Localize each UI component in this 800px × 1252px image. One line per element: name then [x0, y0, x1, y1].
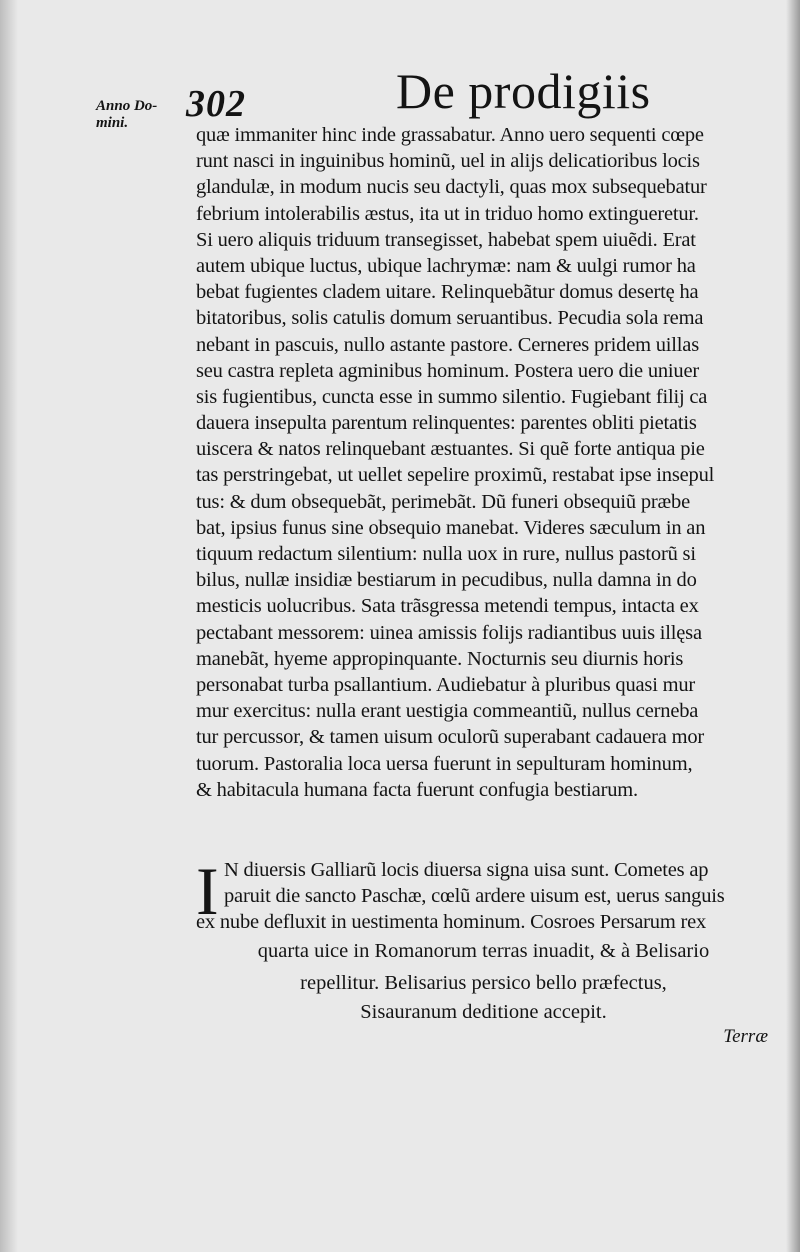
text-line: tas perstringebat, ut uellet sepelire proximũ, restabat ipse insepul: [196, 464, 715, 487]
page-number: 302: [186, 83, 246, 125]
text-line: autem ubique luctus, ubique lachrymæ: nam & uulgi rumor ha: [196, 254, 696, 277]
text-line: manebãt, hyeme appropinquante. Nocturnis seu diurnis horis: [196, 647, 684, 670]
text-line: glandulæ, in modum nucis seu dactyli, quas mox subsequebatur: [196, 176, 707, 199]
text-line: seu castra repleta agminibus hominum. Postera uero die uniuer: [196, 359, 700, 382]
text-line: tus: & dum obsequebãt, perimebãt. Dũ funeri obsequiũ præbe: [196, 490, 690, 513]
text-line: mur exercitus: nulla erant uestigia commeantiũ, nullus cerneba: [196, 700, 699, 723]
text-line: tuorum. Pastoralia loca uersa fuerunt in sepulturam hominum,: [196, 752, 693, 775]
text-line: uiscera & natos relinquebant æstuantes. Si quẽ forte antiqua pie: [196, 438, 705, 461]
text-line: tur percussor, & tamen uisum oculorũ superabant cadauera mor: [196, 726, 705, 749]
text-line: bebat fugientes cladem uitare. Relinquebãtur domus desertę ha: [196, 281, 699, 304]
text-line: mesticis uolucribus. Sata trãsgressa metendi tempus, intacta ex: [196, 595, 699, 618]
body-paragraph: [196, 122, 766, 803]
text-line: bat, ipsius funus sine obsequio manebat. Videres sæculum in an: [196, 516, 706, 539]
margin-note-line: Anno Do-: [96, 98, 158, 114]
catchword: Terræ: [723, 1026, 768, 1047]
text-line: febrium intolerabilis æstus, ita ut in triduo homo extingueretur.: [196, 202, 699, 225]
text-line: dauera insepulta parentum relinquentes: parentes obliti pietatis: [196, 412, 697, 435]
margin-note-line: mini.: [96, 115, 129, 131]
text-line: quæ immaniter hinc inde grassabatur. Anno uero sequenti cœpe: [196, 124, 704, 146]
text-line: nebant in pascuis, nullo astante pastore. Cerneres pridem uillas: [196, 333, 699, 356]
text-line: & habitacula humana facta fuerunt confugia bestiarum.: [196, 778, 638, 801]
text-line: paruit die sancto Paschæ, cœlũ ardere uisum est, uerus sanguis: [224, 885, 725, 908]
centered-line: repellitur. Belisarius persico bello præfectus,: [300, 972, 667, 994]
running-title: De prodigiis: [396, 63, 651, 119]
text-line: ex nube defluxit in uestimenta hominum. Cosroes Persarum rex: [196, 911, 707, 934]
text-line: personabat turba psallantium. Audiebatur à pluribus quasi mur: [196, 673, 696, 696]
text-line: tiquum redactum silentium: nulla uox in rure, nullus pastorũ si: [196, 543, 696, 565]
show-through-texture: [150, 1020, 770, 1047]
text-line: Si uero aliquis triduum transegisset, habebat spem uiuẽdi. Erat: [196, 228, 696, 251]
second-paragraph: [196, 853, 771, 936]
page-gutter-shadow: [0, 0, 18, 1252]
text-line: N diuersis Galliarũ locis diuersa signa uisa sunt. Cometes ap: [224, 859, 709, 881]
centered-line: Sisauranum deditione accepit.: [360, 1001, 607, 1023]
page-edge-shadow: [786, 0, 800, 1252]
drop-capital: I: [196, 853, 219, 929]
margin-note: [96, 98, 176, 132]
centered-line: quarta uice in Romanorum terras inuadit, & à Belisario: [257, 940, 710, 962]
text-line: pectabant messorem: uinea amissis folijs radiantibus uuis illęsa: [196, 621, 702, 644]
text-line: sis fugientibus, cuncta esse in summo silentio. Fugiebant filij ca: [196, 385, 708, 408]
text-line: bilus, nullæ insidiæ bestiarum in pecudibus, nulla damna in do: [196, 569, 697, 592]
text-line: bitatoribus, solis catulis domum seruantibus. Pecudia sola rema: [196, 307, 704, 330]
text-line: runt nasci in inguinibus hominũ, uel in alijs delicatioribus locis: [196, 150, 700, 173]
